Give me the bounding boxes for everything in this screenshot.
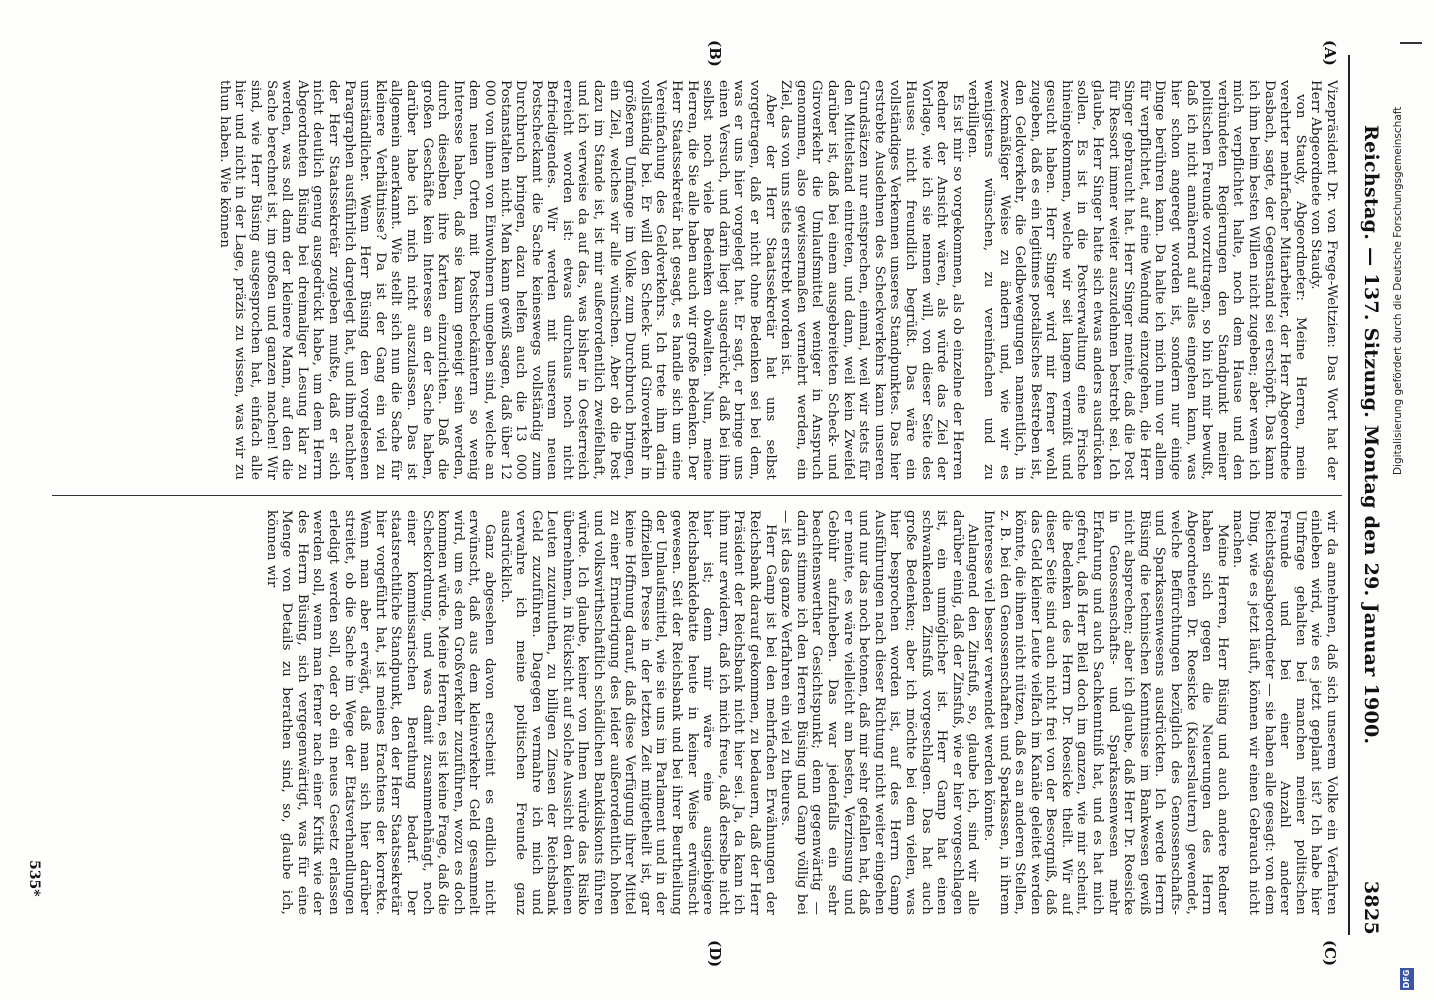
funding-note: Digitalisierung gefördert durch die Deutsche Forschungsgemeinschaft bbox=[1392, 106, 1404, 475]
left-column bbox=[49, 80, 1339, 480]
paragraph: Ganz abgesehen davon erscheint es endlich nicht erwünscht, daß aus dem kleinverkehr Geld gesammelt wird, um es dem Großverkehr zuzuführen, wozu es doch kommen würde. Meine Herren, es ist keine Frage, daß die Scheckordnung, und was damit zusammenhängt, noch einer kommissarischen Berathung bedarf. Der staatsrechtliche Standpunkt, den der Herr Staatssekretär hier vorgeführt hat, ist meines Erachtens der korrekte. Wenn man aber erwägt, daß man sich hier darüber streitet, ob die Sache im Wege der Etatsverhandlungen erledigt werden soll, oder ob ein neues Gesetz erlassen werden soll, wenn man ferner nach einer Kritik wie der des Herrn Büsing, sich vergegenwärtigt, was für eine Menge von Details zu berathen sind, so, glaube ich, können wir bbox=[263, 510, 497, 915]
page-number: 3825 bbox=[1360, 880, 1382, 935]
right-column bbox=[49, 510, 1339, 915]
paragraph: von Staudy, Abgeordneter: Meine Herren, mein verehrter mehrfacher Mitarbeiter, der Herr Abgeordnete Dasbach, sagte, der Gegenstand sei erschöpft. Das kann ich ihm beim besten Willen nicht zugeben; aber wenn ich mich verpflichtet halte, noch dem Hause und den verbündeten Regierungen den Standpunkt meiner politischen Freunde vorzutragen, so bin ich mir bewußt, daß ich nicht annähernd auf alles eingehen kann, was hier schon angeregt worden ist, sondern nur einige Dinge berühren kann. Da halte ich mich nun vor allem für verpflichtet, auf eine Wendung einzugehen, die Herr Singer gebraucht hat. Herr Singer meinte, daß die Post für Ressort immer weiter auszudehnen bestrebt sei. Ich glaube, Herr Singer hatte sich etwas anders ausdrücken sollen. Es ist in die Postverwaltung eine Frische hineingekommen, welche wir seit langem vermißt und gesucht haben. Herr Singer wird mir ferner wohl zugeben, daß es ein legitimes postalisches Bestreben ist, den Geldverkehr, die Geldbewegungen namentlich, in zweckmäßiger Weise zu ändern und, wie wir es wenigstens wünschen, zu vereinfachen und zu verbilligen. bbox=[965, 80, 1308, 480]
header-title: Reichstag. — 137. Sitzung. Montag den 29. Januar 1900. bbox=[1360, 125, 1382, 745]
header-rule bbox=[1348, 55, 1350, 935]
footer-signature-number: 535* bbox=[26, 860, 42, 897]
margin-marker-b: (B) bbox=[706, 40, 724, 67]
dfg-logo: DFG bbox=[1400, 968, 1414, 990]
paragraph: Vizepräsident Dr. von Frege-Weltzien: Das Wort hat der Herr Abgeordnete von Staudy. bbox=[1308, 80, 1339, 480]
paragraph: Es ist mir so vorgekommen, als ob einzelne der Herren Redner der Ansicht wären, als würde das Ziel der Vorlage, wie ich sie nennen will, von dieser Seite des Hauses nicht freundlich begrüßt. Das wäre ein vollständiges Verkennen unseres Standpunktes. Das hier erstrebte Ausdehnen des Scheckverkehrs kann unseren Grundsätzen nur entsprechen, einmal, weil wir stets für den Mittelstand eintreten, und dann, weil kein Zweifel darüber ist, daß bei einem ausgebreiteten Scheck- und Giroverkehr die Umlaufsmittel weniger in Anspruch genommen, also gewissermaßen vermehrt werden, ein Ziel, das von uns stets erstrebt worden ist. bbox=[778, 80, 965, 480]
paragraph: Meine Herren, Herr Büsing und auch andere Redner haben sich gegen die Neuerungen des Herrn Abgeordneten Dr. Roesicke (Kaiserslautern) gewendet, welche Befürchtungen bezüglich des Genossenschafts- und Sparkassenwesens ausdrückten. Ich werde Herrn Büsing die technischen Kenntnisse im Bankwesen gewiß nicht absprechen; aber ich glaube, daß Herr Dr. Roesicke in Genossenschafts- und Sparkassenwesen mehr Erfahrung und auch Sachkenntniß hat, und es hat mich gefreut, daß Herr Bleil doch im ganzen, wie mir scheint, die Bedenken des Herrn Dr. Roesicke theilt. Wir auf dieser Seite sind auch nicht frei von der Besorgniß, daß das Geld kleiner Leute vielfach im Kanäle geleitet werden könnte, die ihnen nicht nützen, daß es an anderen Stellen, z. B. bei den Genossenschaften und Sparkassen, in ihrem Interesse viel besser verwendet werden könnte. bbox=[980, 510, 1230, 915]
paragraph: Aber der Herr Staatssekretär hat uns selbst vorgetragen, daß er nicht ohne Bedenken sei bei dem, was er uns hier vorgelegt hat. Er sagt, er bringe uns einen Versuch, und darin liegt ausgedrückt, daß bei ihm selbst noch viele Bedenken obwalten. Nun, meine Herren, die Sie alle haben auch wir große Bedenken. Der Herr Staatssekretär hat gesagt, es handle sich um eine Vereinfachung des Geldverkehrs. Ich trete ihm darin vollständig bei. Er will den Scheck- und Giroverkehr in größerem Umfange im Volke zum Durchbruch bringen, ein Ziel, welches wir alle wünschen. Aber ob die Post dazu im Stande ist, ist mir außerordentlich zweifelhaft, und ich verweise da auf das, was bisher in Oesterreich erreicht worden ist: etwas durchaus noch nicht Befriedigendes. Wir werden mit unserem neuen Postscheckamt die Sache keineswegs vollständig zum Durchbruch bringen, dazu helfen auch die 13 000 Postanstalten nicht. Man kann gewiß sagen, daß über 12 000 von ihnen von Einwohnern umgeben sind, welche an dem neuen Orten mit Postscheckämtern so wenig Interesse haben, daß sie kaum geneigt sein werden, durch dieselben ihre Karten einzurichten. Daß die großen Geschäfte kein Interesse an der Sache haben, darüber habe ich mich nicht auszulassen. Das ist allgemein anerkannt. Wie stellt sich nun die Sache für kleinere Verhältnisse? Da ist der Gang ein viel zu umständlicher. Wenn Herr Büsing den vorgelesenen Paragraphen ausführlich dargelegt hat, und ihm nachher der Herr Staatssekretär zugeben mußte, daß er sich nicht deutlich genug ausgedrückt habe, um dem Herrn Abgeordneten Büsing bei dreimaliger Lesung klar zu werden, was soll dann der kleinere Mann, auf den die Sache berechnet ist, im großen und ganzen machen! Wir sind, wie Herr Büsing ausgesprochen hat, einfach alle hier und nicht in der Lage, präzis zu wissen, was wir zu thun haben. Wie können bbox=[216, 80, 778, 480]
margin-marker-a: (A) bbox=[1321, 40, 1339, 66]
paragraph: Anlangend den Zinsfuß, so, glaube ich, sind wir alle darüber einig, daß der Zinsfuß, wie er hier vorgeschlagen ist, ein unmöglicher ist. Herr Gamp hat einen schwankenden Zinsfuß vorgeschlagen. Das hat auch große Bedenken; aber ich möchte bei dem vielen, was hier besprochen worden ist, auf des Herrn Gamp Ausführungen nach dieser Richtung nicht weiter eingehen und nur das noch betonen, daß mir sehr gefallen hat, daß er meinte, es wäre vielleicht am besten, Verzinsung und Gebühr aufzuheben. Das war jedenfalls ein sehr beachtenswerther Gesichtspunkt; denn gegenwärtig — darin stimme ich den Herren Büsing und Gamp völlig bei — ist das ganze Verfahren ein viel zu theures. bbox=[778, 510, 981, 915]
margin-marker-d: (D) bbox=[706, 940, 724, 968]
paragraph: wir da annehmen, daß sich unserem Volke ein Verfahren einleben wird, wie es jetzt geplant ist? Ich habe hier Umfrage gehalten bei manchen meiner politischen Freunde und bei einer Anzahl anderer Reichstagsabgeordneter — sie haben alle gesagt: von dem Ding, wie es jetzt läuft, können wir einen Gebrauch nicht machen. bbox=[1230, 510, 1339, 915]
paragraph: Herr Gamp ist bei den mehrfachen Erwähnungen der Reichsbank darauf gekommen, zu bedauern, daß der Herr Präsident der Reichsbank nicht hier sei. Ja, da kann ich ihm nur erwidern, daß ich mich freue, daß derselbe nicht hier ist; denn mir wäre eine ausgiebigere Reichsbankdebatte heute in keiner Weise erwünscht gewesen. Seit der Reichsbank und bei ihrer Beurtheilung der Umlaufsmittel, wie sie uns im Parlament und in der offiziellen Presse in der letzten Zeit mitgetheilt ist, gar keine Hoffnung darauf, daß diese Verfügung ihrer Mittel zu einer Erniedrigung des leider außerordentlich hohen und volkswirthschaftlich schädlichen Bankdiskonts führen würde. Ich glaube, keiner von Ihnen würde das Risiko übernehmen, in Rücksicht auf solche Aussicht den kleinen Leuten zuzumuthen, zu billigen Zinsen der Reichsbank Geld zuzuführen. Dagegen vermahre ich mich und verwahre ich meine politischen Freunde ganz ausdrücklich. bbox=[497, 510, 778, 915]
margin-marker-c: (C) bbox=[1321, 940, 1339, 967]
running-header bbox=[1352, 55, 1382, 935]
column-divider bbox=[52, 495, 1342, 496]
